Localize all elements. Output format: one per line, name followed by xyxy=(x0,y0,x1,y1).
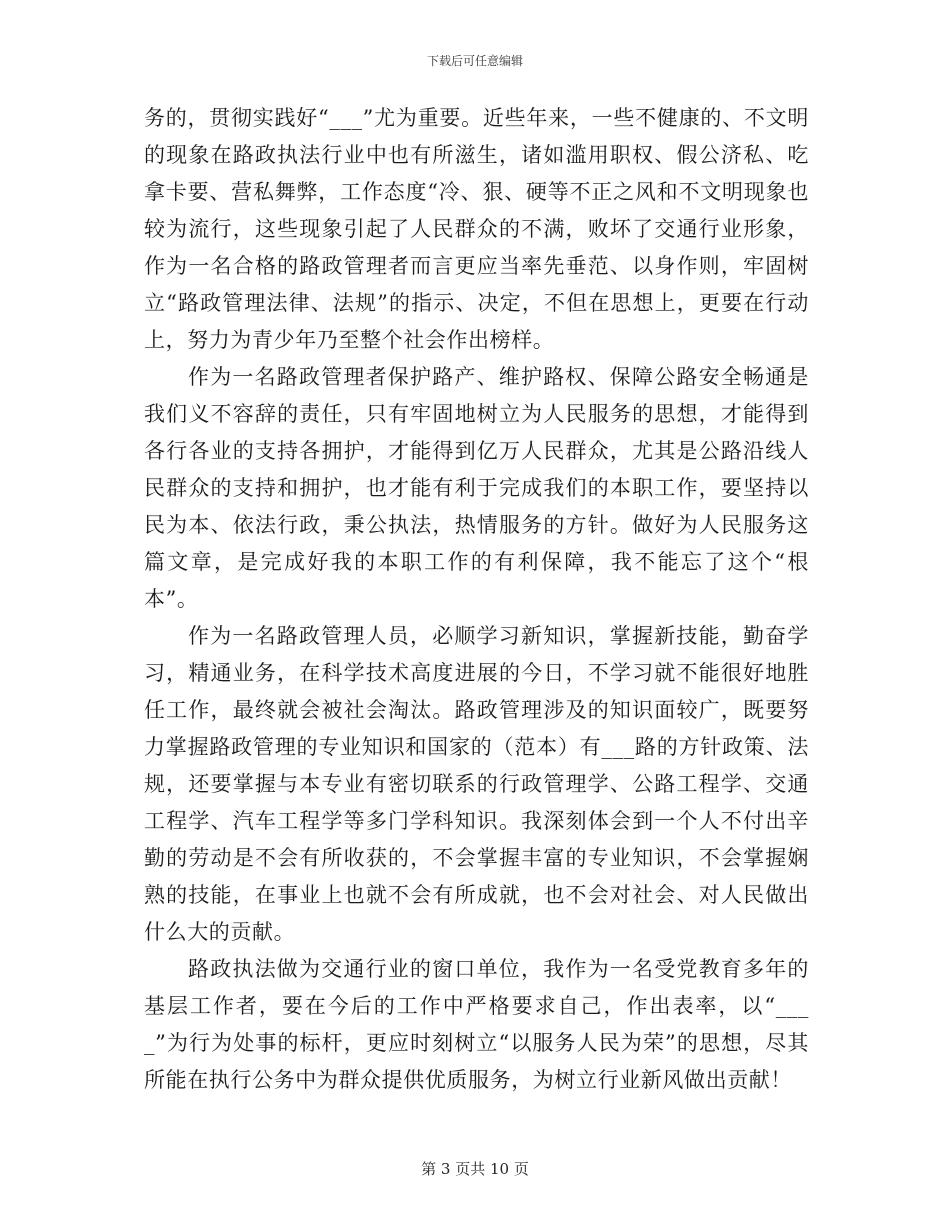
paragraph-1: 务的，贯彻实践好“___”尤为重要。近些年来，一些不健康的、不文明的现象在路政执法行业中也有所滋生，诸如滥用职权、假公济私、吃拿卡要、营私舞弊，工作态度“冷、狠、硬等不正之风和不文明现象也较为流行，这些现象引起了人民群众的不满，败坏了交通行业形象，作为一名合格的路政管理者而言更应当率先垂范、以身作则，牢固树立“路政管理法律、法规”的指示、决定，不但在思想上，更要在行动上，努力为青少年乃至整个社会作出榜样。 xyxy=(144,106,809,352)
paragraph-3: 作为一名路政管理人员，必顺学习新知识，掌握新技能，勤奋学习，精通业务，在科学技术高度进展的今日，不学习就不能很好地胜任工作，最终就会被社会淘汰。路政管理涉及的知识面较广，既要努力掌握路政管理的专业知识和国家的（范本）有___路的方针政策、法规，还要掌握与本专业有密切联系的行政管理学、公路工程学、交通工程学、汽车工程学等多门学科知识。我深刻体会到一个人不付出辛勤的劳动是不会有所收获的，不会掌握丰富的专业知识，不会掌握娴熟的技能，在事业上也就不会有所成就，也不会对社会、对人民做出什么大的贡献。 xyxy=(144,624,809,944)
document-body xyxy=(144,100,809,1099)
paragraph-2: 作为一名路政管理者保护路产、维护路权、保障公路安全畅通是我们义不容辞的责任，只有牢固地树立为人民服务的思想，才能得到各行各业的支持各拥护，才能得到亿万人民群众，尤其是公路沿线人民群众的支持和拥护，也才能有利于完成我们的本职工作，要坚持以民为本、依法行政，秉公执法，热情服务的方针。做好为人民服务这篇文章，是完成好我的本职工作的有利保障，我不能忘了这个“根本”。 xyxy=(144,365,809,611)
page-number-footer: 第 3 页共 10 页 xyxy=(421,1160,529,1178)
paragraph-4: 路政执法做为交通行业的窗口单位，我作为一名受党教育多年的基层工作者，要在今后的工作中严格要求自己，作出表率，以“____”为行为处事的标杆，更应时刻树立“以服务人民为荣”的思想，尽其所能在执行公务中为群众提供优质服务，为树立行业新风做出贡献！ xyxy=(144,957,809,1092)
page-header: 下载后可任意编辑 xyxy=(426,54,523,68)
